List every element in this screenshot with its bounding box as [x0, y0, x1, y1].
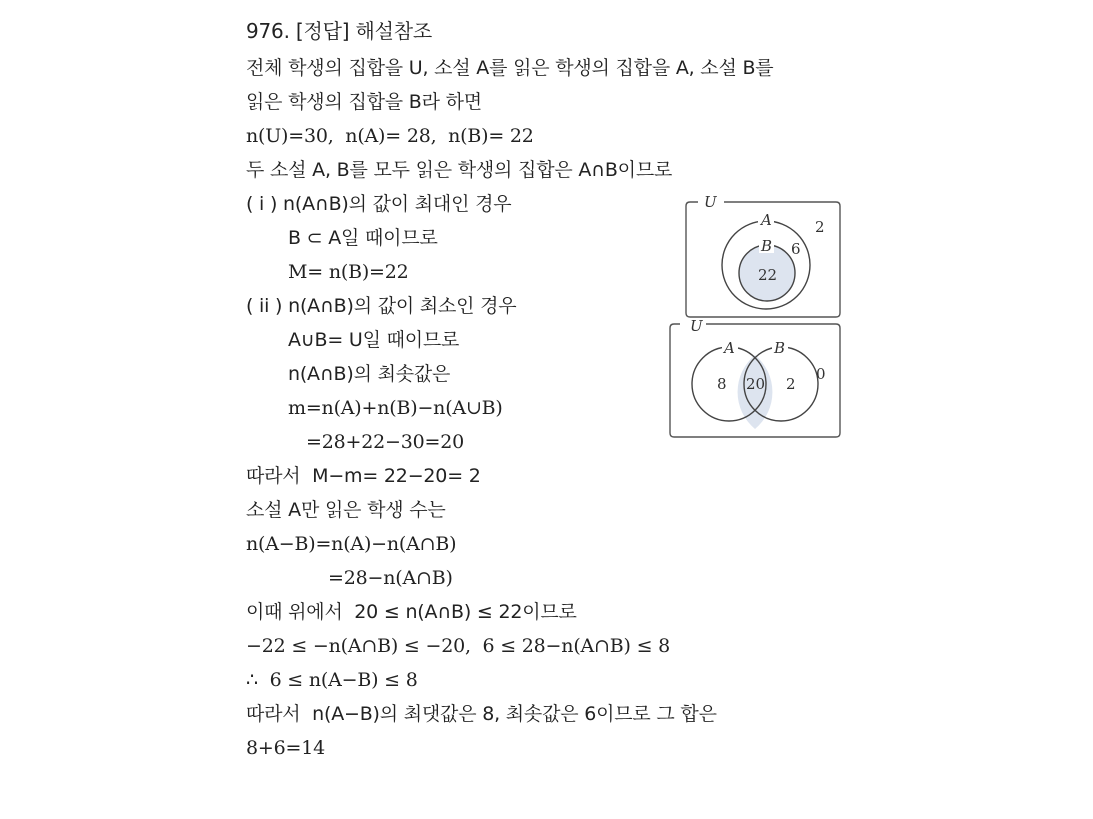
case-2-minimum-label: n(A∩B)의 최솟값은	[288, 363, 451, 385]
b-only-count: 2	[786, 375, 796, 393]
venn-diagram-union	[666, 317, 844, 441]
range-inequality: −22 ≤ −n(A∩B) ≤ −20, 6 ≤ 28−n(A∩B) ≤ 8	[246, 635, 671, 657]
set-a-label: A	[724, 339, 735, 357]
case-2-condition: A∪B= U일 때이므로	[288, 329, 460, 351]
outside-count: 0	[816, 365, 826, 383]
case-2-computation: =28+22−30=20	[306, 431, 464, 453]
case-2-formula: m=n(A)+n(B)−n(A∪B)	[288, 397, 503, 419]
difference-result: 따라서 M−m= 22−20= 2	[246, 465, 481, 487]
set-a-label: A	[761, 211, 772, 229]
given-values: n(U)=30, n(A)= 28, n(B)= 22	[246, 125, 534, 147]
set-b-label: B	[774, 339, 786, 357]
case-1-heading: ( i ) n(A∩B)의 값이 최대인 경우	[246, 193, 512, 215]
sum-statement: 따라서 n(A−B)의 최댓값은 8, 최솟값은 6이므로 그 합은	[246, 703, 717, 725]
setup-line-1: 전체 학생의 집합을 U, 소설 A를 읽은 학생의 집합을 A, 소설 B를	[246, 57, 774, 79]
only-a-statement: 소설 A만 읽은 학생 수는	[246, 499, 446, 521]
answer-header: 976. [정답] 해설참조	[246, 19, 432, 43]
only-a-formula: n(A−B)=n(A)−n(A∩B)	[246, 533, 457, 555]
range-statement: 이때 위에서 20 ≤ n(A∩B) ≤ 22이므로	[246, 601, 577, 623]
set-b-label: B	[761, 237, 773, 255]
setup-line-2: 읽은 학생의 집합을 B라 하면	[246, 91, 482, 113]
case-1-result: M= n(B)=22	[288, 261, 409, 283]
a-only-count: 6	[791, 240, 801, 258]
universe-label: U	[690, 317, 703, 335]
venn-diagram-subset	[684, 193, 844, 321]
a-only-count: 8	[717, 375, 727, 393]
range-conclusion: ∴ 6 ≤ n(A−B) ≤ 8	[246, 669, 418, 691]
final-answer: 8+6=14	[246, 737, 325, 759]
case-1-condition: B ⊂ A일 때이므로	[288, 227, 438, 249]
case-2-heading: ( ii ) n(A∩B)의 값이 최소인 경우	[246, 295, 517, 317]
intersection-statement: 두 소설 A, B를 모두 읽은 학생의 집합은 A∩B이므로	[246, 159, 673, 181]
intersection-count: 20	[746, 375, 766, 393]
only-a-simplified: =28−n(A∩B)	[328, 567, 453, 589]
b-count: 22	[758, 266, 778, 284]
universe-label: U	[704, 193, 717, 211]
outside-count: 2	[815, 218, 825, 236]
